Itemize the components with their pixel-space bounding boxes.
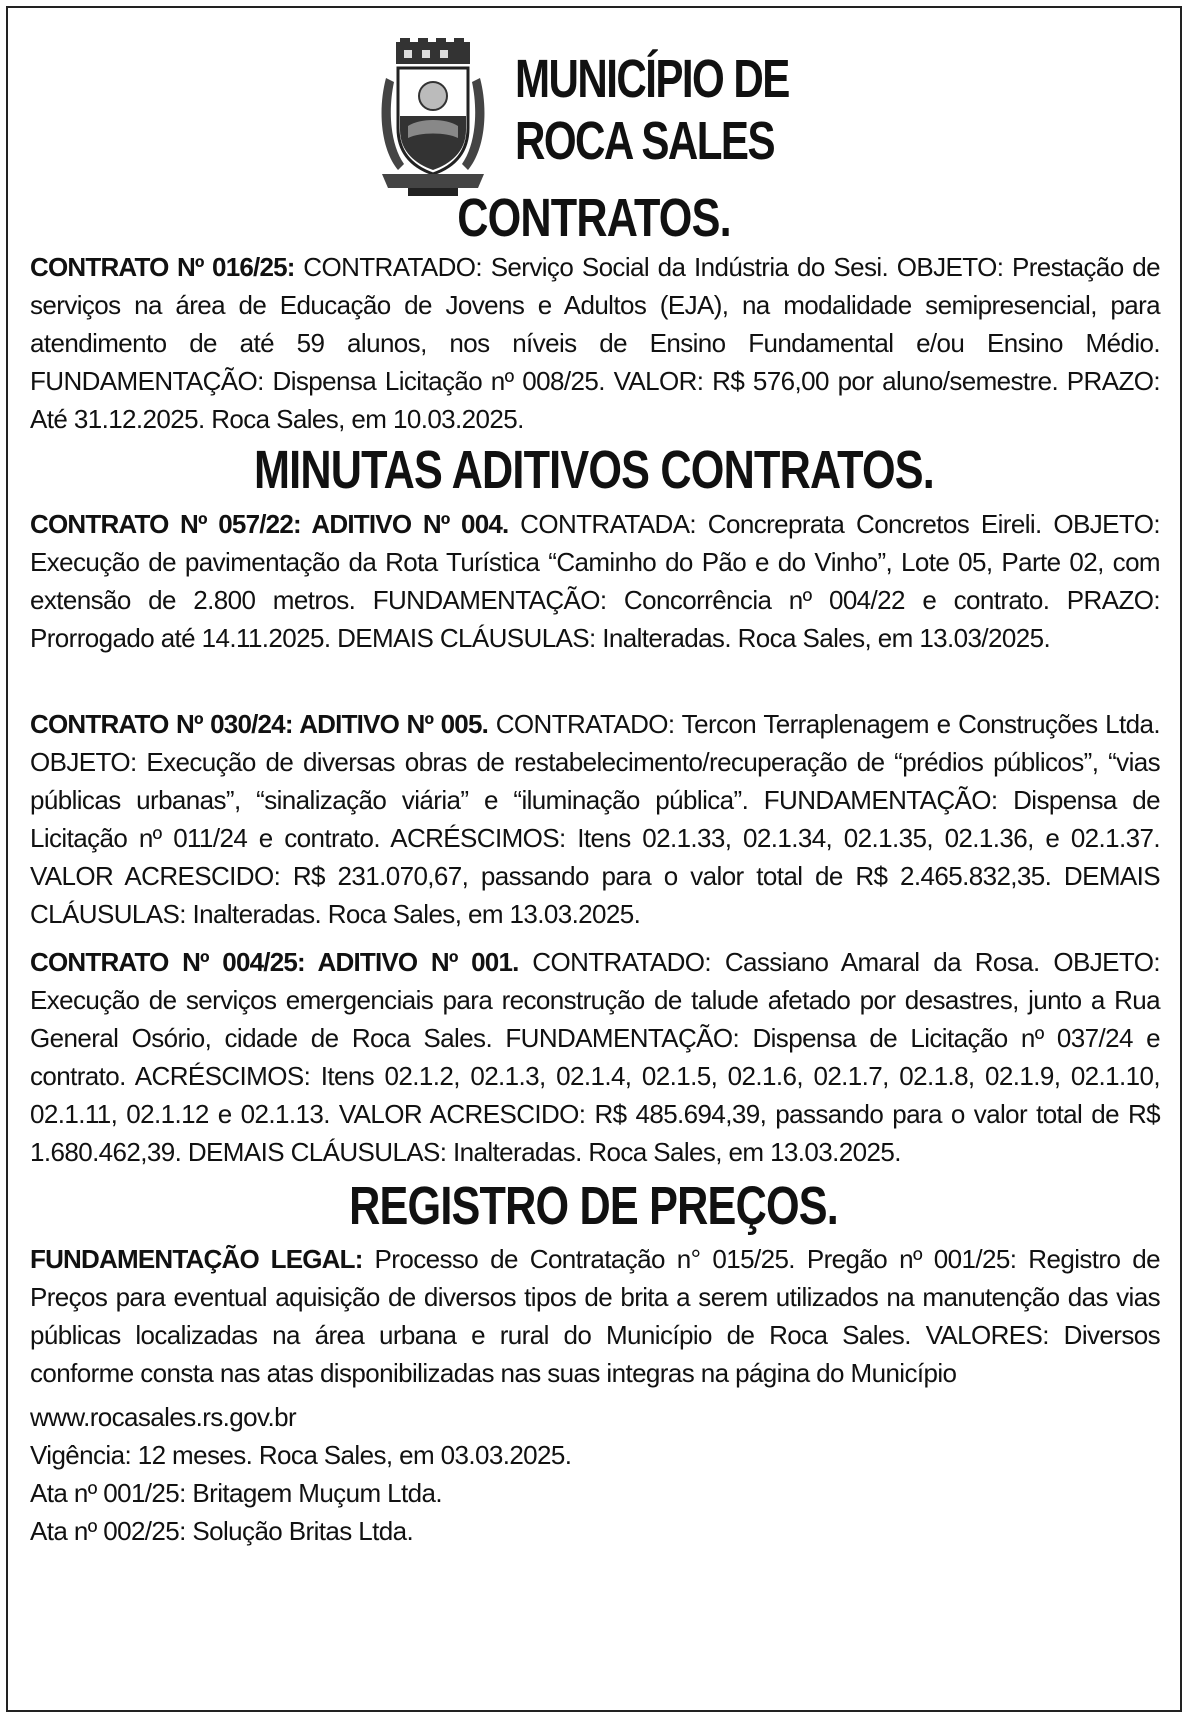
notice-frame [6,6,1182,1712]
section-title-registro: REGISTRO DE PREÇOS. [349,1176,839,1236]
registro-ata-1: Ata nº 001/25: Britagem Muçum Ltda. [30,1478,442,1508]
contrato-016-paragraph [30,248,1160,438]
registro-ata-2: Ata nº 002/25: Solução Britas Ltda. [30,1516,414,1546]
aditivo-057-label: CONTRATO Nº 057/22: ADITIVO Nº 004. [30,509,509,539]
aditivo-030-text: CONTRATADO: Tercon Terraplenagem e Construções Ltda. OBJETO: Execução de diversas obras de restabelecimento/recuperação de “prédios públicos”, “vias públicas urbanas”, “sinalização viária” e “iluminação pública”. FUNDAMENTAÇÃO: Dispensa de Licitação nº 011/24 e contrato. ACRÉSCIMOS: Itens 02.1.33, 02.1.34, 02.1.35, 02.1.36, e 02.1.37. VALOR ACRESCIDO: R$ 231.070,67, passando para o valor total de R$ 2.465.832,35. DEMAIS CLÁUSULAS: Inalteradas. Roca Sales, em 13.03.2025. [30,709,1160,929]
aditivo-030-label: CONTRATO Nº 030/24: ADITIVO Nº 005. [30,709,489,739]
aditivo-004-label: CONTRATO Nº 004/25: ADITIVO Nº 001. [30,947,519,977]
aditivo-030-paragraph [30,705,1160,933]
registro-label: FUNDAMENTAÇÃO LEGAL: [30,1244,363,1274]
contrato-016-text: CONTRATADO: Serviço Social da Indústria do Sesi. OBJETO: Prestação de serviços na área de Educação de Jovens e Adultos (EJA), na modalidade semipresencial, para atendimento de até 59 alunos, nos níveis de Ensino Fundamental e/ou Ensino Médio. FUNDAMENTAÇÃO: Dispensa Licitação nº 008/25. VALOR: R$ 576,00 por aluno/semestre. PRAZO: Até 31.12.2025. Roca Sales, em 10.03.2025. [30,252,1160,434]
municipality-line-2: ROCA SALES [515,111,774,171]
municipality-title [515,48,789,172]
registro-text: Processo de Contratação n° 015/25. Pregão nº 001/25: Registro de Preços para eventual aquisição de diversos tipos de brita a serem utilizados na manutenção das vias públicas localizadas na área urbana e rural do Município de Roca Sales. VALORES: Diversos conforme consta nas atas disponibilizadas nas suas integras na página do Município [30,1244,1160,1388]
header [8,38,1180,198]
registro-vigencia: Vigência: 12 meses. Roca Sales, em 03.03.2025. [30,1440,572,1470]
aditivo-004-text: CONTRATADO: Cassiano Amaral da Rosa. OBJETO: Execução de serviços emergenciais para reconstrução de talude afetado por desastres, junto a Rua General Osório, cidade de Roca Sales. FUNDAMENTAÇÃO: Dispensa de Licitação nº 037/24 e contrato. ACRÉSCIMOS: Itens 02.1.2, 02.1.3, 02.1.4, 02.1.5, 02.1.6, 02.1.7, 02.1.8, 02.1.9, 02.1.10, 02.1.11, 02.1.12 e 02.1.13. VALOR ACRESCIDO: R$ 485.694,39, passando para o valor total de R$ 1.680.462,39. DEMAIS CLÁUSULAS: Inalteradas. Roca Sales, em 13.03.2025. [30,947,1160,1167]
aditivo-057-paragraph [30,505,1160,657]
section-title-minutas: MINUTAS ADITIVOS CONTRATOS. [254,440,934,500]
contrato-016-label: CONTRATO Nº 016/25: [30,252,295,282]
registro-website: www.rocasales.rs.gov.br [30,1402,297,1432]
municipal-coat-of-arms-icon [378,38,488,198]
aditivo-057-text: CONTRATADA: Concreprata Concretos Eireli. OBJETO: Execução de pavimentação da Rota Turística “Caminho do Pão e do Vinho”, Lote 05, Parte 02, com extensão de 2.800 metros. FUNDAMENTAÇÃO: Concorrência nº 004/22 e contrato. PRAZO: Prorrogado até 14.11.2025. DEMAIS CLÁUSULAS: Inalteradas. Roca Sales, em 13.03/2025. [30,509,1160,653]
municipality-line-1: MUNICÍPIO DE [515,49,789,109]
section-title-contratos: CONTRATOS. [457,188,731,248]
aditivo-004-paragraph [30,943,1160,1171]
registro-paragraph [30,1240,1160,1392]
